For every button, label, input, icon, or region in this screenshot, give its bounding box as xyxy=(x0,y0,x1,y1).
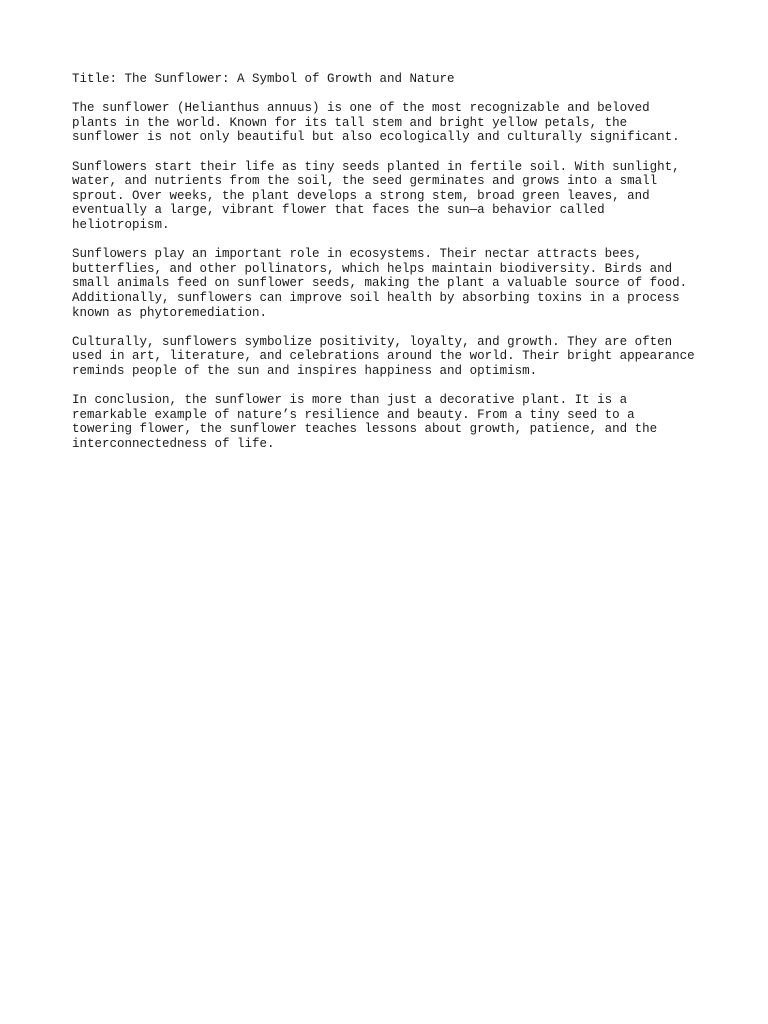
paragraph-line: Culturally, sunflowers symbolize positivity, loyalty, and growth. They are often xyxy=(72,334,673,349)
paragraph-line: Sunflowers play an important role in ecosystems. Their nectar attracts bees, xyxy=(72,247,643,262)
paragraph-intro xyxy=(72,101,712,145)
paragraph-line: The sunflower (Helianthus annuus) is one of the most recognizable and beloved xyxy=(72,101,650,116)
paragraph-line: interconnectedness of life. xyxy=(72,436,275,451)
paragraph-line: reminds people of the sun and inspires happiness and optimism. xyxy=(72,363,538,378)
paragraph-conclusion xyxy=(72,393,712,451)
paragraph-line: eventually a large, vibrant flower that faces the sun—a behavior called xyxy=(72,203,605,218)
document-title: Title: The Sunflower: A Symbol of Growth and Nature xyxy=(72,72,455,86)
paragraph-line: water, and nutrients from the soil, the seed germinates and grows into a small xyxy=(72,174,658,189)
paragraph-line: used in art, literature, and celebrations around the world. Their bright appearance xyxy=(72,349,695,364)
paragraph-line: Sunflowers start their life as tiny seeds planted in fertile soil. With sunlight, xyxy=(72,159,680,174)
paragraph-line: butterflies, and other pollinators, which helps maintain biodiversity. Birds and xyxy=(72,261,673,276)
paragraph-line: remarkable example of nature’s resilience and beauty. From a tiny seed to a xyxy=(72,407,635,422)
document-page xyxy=(72,72,712,466)
paragraph-culture xyxy=(72,335,712,379)
paragraph-line: sprout. Over weeks, the plant develops a strong stem, broad green leaves, and xyxy=(72,188,650,203)
paragraph-line: known as phytoremediation. xyxy=(72,305,268,320)
paragraph-line: sunflower is not only beautiful but also ecologically and culturally significant. xyxy=(72,130,680,145)
paragraph-line: In conclusion, the sunflower is more than just a decorative plant. It is a xyxy=(72,393,628,408)
paragraph-line: small animals feed on sunflower seeds, making the plant a valuable source of food. xyxy=(72,276,688,291)
paragraph-line: heliotropism. xyxy=(72,217,170,232)
paragraph-line: Additionally, sunflowers can improve soil health by absorbing toxins in a process xyxy=(72,290,680,305)
paragraph-ecosystems xyxy=(72,247,712,320)
paragraph-line: plants in the world. Known for its tall stem and bright yellow petals, the xyxy=(72,115,628,130)
paragraph-growth xyxy=(72,160,712,233)
paragraph-line: towering flower, the sunflower teaches lessons about growth, patience, and the xyxy=(72,422,658,437)
